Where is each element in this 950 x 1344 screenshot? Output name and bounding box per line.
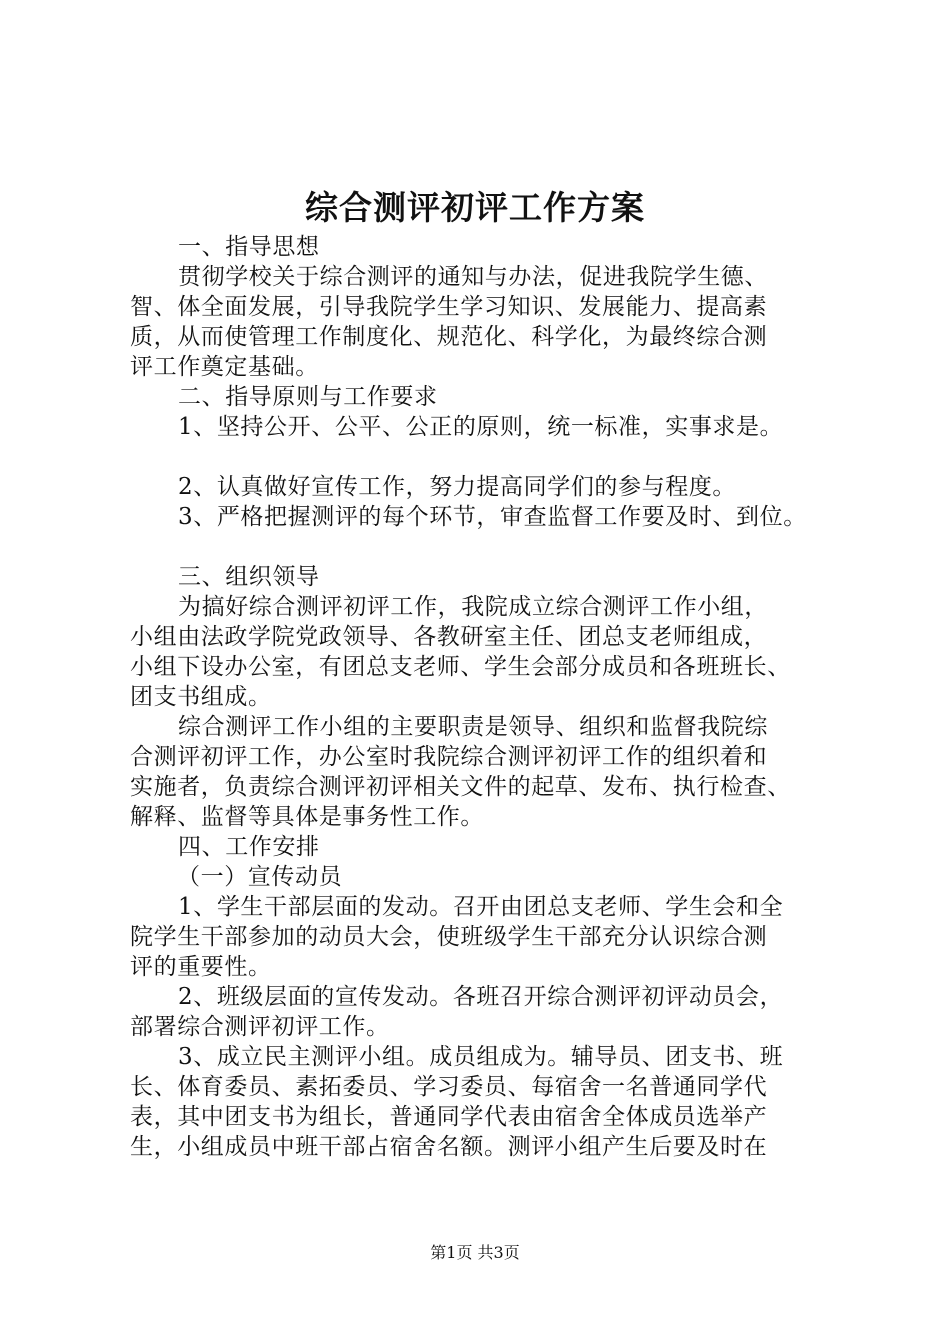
list-item: 3、成立民主测评小组。成员组成为。辅导员、团支书、班: [178, 1044, 784, 1070]
paragraph-line: 贯彻学校关于综合测评的通知与办法，促进我院学生德、: [178, 264, 768, 290]
blank-line: [130, 532, 850, 562]
paragraph-line: 解释、监督等具体是事务性工作。: [130, 804, 484, 830]
paragraph-line: 智、体全面发展，引导我院学生学习知识、发展能力、提高素: [130, 294, 768, 320]
paragraph-line: 团支书组成。: [130, 684, 272, 710]
paragraph-line: 评工作奠定基础。: [130, 354, 319, 380]
list-item: 1、学生干部层面的发动。召开由团总支老师、学生会和全: [178, 894, 784, 920]
paragraph-line: 综合测评工作小组的主要职责是领导、组织和监督我院综: [178, 714, 768, 740]
paragraph-line: 表，其中团支书为组长，普通同学代表由宿舍全体成员选举产: [130, 1104, 768, 1130]
paragraph-line: 为搞好综合测评初评工作，我院成立综合测评工作小组，: [178, 594, 768, 620]
paragraph-line: 质，从而使管理工作制度化、规范化、科学化，为最终综合测: [130, 324, 768, 350]
paragraph-line: 合测评初评工作，办公室时我院综合测评初评工作的组织着和: [130, 744, 768, 770]
document-body: [130, 232, 850, 1162]
paragraph-line: 小组由法政学院党政领导、各教研室主任、团总支老师组成，: [130, 624, 768, 650]
section-heading-work-plan: 四、工作安排: [178, 834, 320, 860]
paragraph-line: 部署综合测评初评工作。: [130, 1014, 390, 1040]
subsection-heading-publicity: （一）宣传动员: [177, 864, 343, 890]
section-heading-guiding-ideology: 一、指导思想: [178, 234, 320, 260]
list-item: 2、认真做好宣传工作，努力提高同学们的参与程度。: [178, 474, 737, 500]
list-item: 3、严格把握测评的每个环节，审查监督工作要及时、到位。: [178, 504, 807, 530]
paragraph-line: 长、体育委员、素拓委员、学习委员、每宿舍一名普通同学代: [130, 1074, 768, 1100]
paragraph-line: 生，小组成员中班干部占宿舍名额。测评小组产生后要及时在: [130, 1134, 768, 1160]
document-title: 综合测评初评工作方案: [305, 188, 645, 227]
section-heading-principles: 二、指导原则与工作要求: [178, 384, 438, 410]
list-item: 2、班级层面的宣传发动。各班召开综合测评初评动员会，: [178, 984, 784, 1010]
page-number-footer: 第1页 共3页: [430, 1243, 520, 1262]
list-item: 1、坚持公开、公平、公正的原则，统一标准，实事求是。: [178, 414, 784, 440]
paragraph-line: 评的重要性。: [130, 954, 272, 980]
paragraph-line: 小组下设办公室，有团总支老师、学生会部分成员和各班班长、: [130, 654, 791, 680]
blank-line: [130, 442, 850, 472]
section-heading-organization: 三、组织领导: [178, 564, 320, 590]
paragraph-line: 院学生干部参加的动员大会，使班级学生干部充分认识综合测: [130, 924, 768, 950]
paragraph-line: 实施者，负责综合测评初评相关文件的起草、发布、执行检查、: [130, 774, 791, 800]
